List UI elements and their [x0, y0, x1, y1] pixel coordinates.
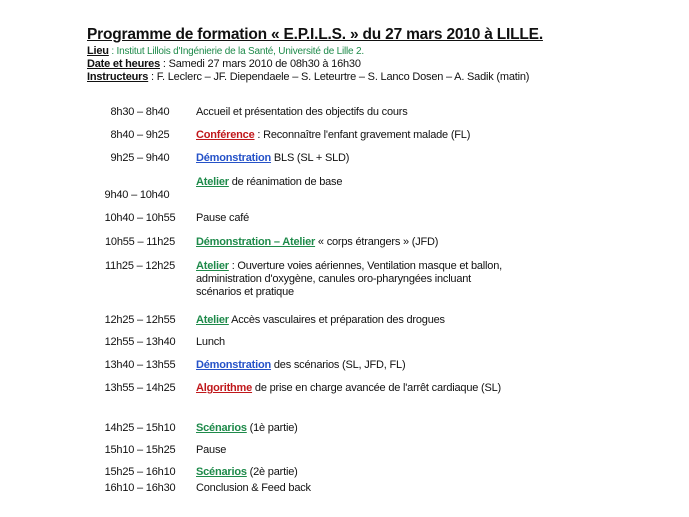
schedule-time: 12h55 – 13h40 — [104, 336, 176, 348]
lieu-value: : Institut Lillois d'Ingénierie de la Santé, Université de Lille 2. — [108, 46, 364, 57]
session-text: Pause — [196, 444, 227, 456]
session-text: « corps étrangers » (JFD) — [315, 236, 439, 248]
schedule-description — [196, 260, 506, 299]
schedule-time: 9h40 – 10h40 — [104, 189, 170, 201]
session-type-label: Atelier — [196, 314, 229, 326]
schedule-description — [196, 212, 506, 225]
instructors-label: Instructeurs — [87, 71, 149, 83]
schedule-time: 10h40 – 10h55 — [104, 212, 176, 224]
page-title: Programme de formation « E.P.I.L.S. » du 27 mars 2010 à LILLE. — [87, 26, 543, 43]
session-text: Accueil et présentation des objectifs du cours — [196, 106, 408, 118]
session-text: Lunch — [196, 336, 225, 348]
schedule-time: 9h25 – 9h40 — [110, 152, 170, 164]
schedule-description — [196, 382, 506, 395]
session-text: (1è partie) — [246, 422, 298, 434]
schedule-description — [196, 236, 506, 249]
schedule-time: 8h40 – 9h25 — [110, 129, 170, 141]
schedule-time: 13h55 – 14h25 — [104, 382, 176, 394]
lieu-line — [87, 45, 364, 57]
session-type-label: Atelier — [196, 260, 229, 272]
date-value: : Samedi 27 mars 2010 de 08h30 à 16h30 — [160, 58, 361, 70]
schedule-time: 11h25 – 12h25 — [105, 260, 175, 272]
schedule-description — [196, 129, 506, 142]
schedule-description — [196, 152, 506, 165]
schedule-description — [196, 106, 506, 119]
session-text: : Ouverture voies aériennes, Ventilation masque et ballon, administration d'oxygène, canules oro-pharyngées incluant scénarios et pratique — [196, 260, 502, 298]
session-text: Conclusion & Feed back — [196, 482, 311, 494]
schedule-time: 10h55 – 11h25 — [105, 236, 175, 248]
schedule-description — [196, 336, 506, 349]
schedule-time: 12h25 – 12h55 — [104, 314, 176, 326]
session-type-label: Démonstration – Atelier — [196, 236, 316, 248]
schedule-time: 14h25 – 15h10 — [104, 422, 176, 434]
session-type-label: Démonstration — [196, 359, 272, 371]
session-type-label: Algorithme — [196, 382, 253, 394]
date-line — [87, 58, 361, 70]
schedule-description — [196, 422, 506, 435]
session-text: des scénarios (SL, JFD, FL) — [271, 359, 406, 371]
session-text: Pause café — [196, 212, 250, 224]
session-type-label: Atelier — [196, 176, 229, 188]
schedule-description — [196, 176, 506, 189]
session-type-label: Conférence — [196, 129, 255, 141]
schedule-time: 13h40 – 13h55 — [104, 359, 176, 371]
schedule-time: 16h10 – 16h30 — [104, 482, 176, 494]
lieu-label: Lieu — [87, 45, 109, 57]
session-type-label: Scénarios — [196, 422, 247, 434]
schedule-description — [196, 444, 506, 457]
date-label: Date et heures — [87, 58, 161, 70]
session-text: de prise en charge avancée de l'arrêt cardiaque (SL) — [252, 382, 501, 394]
schedule-description — [196, 482, 506, 495]
session-text: Accès vasculaires et préparation des drogues — [228, 314, 445, 326]
schedule-description — [196, 466, 506, 479]
session-type-label: Scénarios — [196, 466, 247, 478]
schedule-time: 8h30 – 8h40 — [110, 106, 170, 118]
session-text: BLS (SL + SLD) — [271, 152, 350, 164]
schedule-description — [196, 359, 506, 372]
instructors-value: : F. Leclerc – JF. Diependaele – S. Leteurtre – S. Lanco Dosen – A. Sadik (matin) — [148, 71, 530, 83]
session-type-label: Démonstration — [196, 152, 272, 164]
instructors-line — [87, 71, 529, 83]
schedule-time: 15h10 – 15h25 — [104, 444, 176, 456]
session-text: : Reconnaître l'enfant gravement malade (FL) — [254, 129, 471, 141]
schedule-time: 15h25 – 16h10 — [104, 466, 176, 478]
session-text: de réanimation de base — [228, 176, 343, 188]
schedule-description — [196, 314, 506, 327]
session-text: (2è partie) — [246, 466, 298, 478]
